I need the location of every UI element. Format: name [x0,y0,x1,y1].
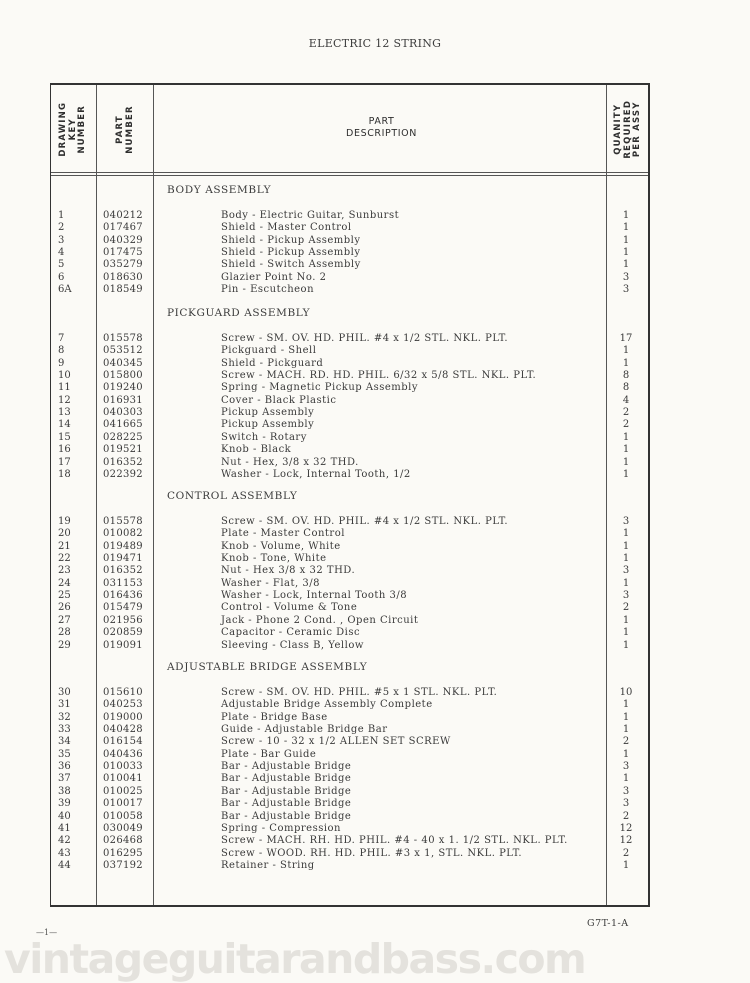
part-description: Screw - SM. OV. HD. PHIL. #4 x 1/2 STL. NKL. PLT. [221,333,509,344]
part-number: 016295 [103,847,143,859]
drawing-key-number: 20 [58,528,71,540]
quantity: 3 [622,590,630,602]
part-description: Screw - MACH. RD. HD. PHIL. 6/32 x 5/8 STL. NKL. PLT. [221,370,537,382]
part-number: 020859 [103,627,143,639]
part-number: 016352 [103,456,143,468]
table-row [0,516,650,528]
table-row [0,528,650,540]
table-row [0,407,650,419]
table-row [0,370,650,382]
part-description: Body - Electric Guitar, Sunburst [221,210,400,221]
table-row [0,358,650,370]
part-description: Screw - 10 - 32 x 1/2 ALLEN SET SCREW [221,736,451,748]
table-row [0,699,650,711]
table-row [0,627,650,639]
table-row [0,736,650,748]
drawing-key-number: 23 [58,565,71,577]
part-description: Screw - SM. OV. HD. PHIL. #5 x 1 STL. NKL. PLT. [221,687,498,698]
drawing-key-number: 13 [58,407,71,419]
drawing-key-number: 17 [58,456,71,468]
part-number: 017475 [103,247,143,259]
quantity: 1 [622,577,630,589]
table-row [0,798,650,810]
drawing-key-number: 36 [58,761,71,773]
part-number: 040303 [103,407,143,419]
part-description: Sleeving - Class B, Yellow [221,639,364,651]
part-description: Switch - Rotary [221,431,307,443]
quantity: 1 [622,748,630,760]
quantity: 2 [622,847,630,859]
part-number: 019000 [103,711,143,723]
header-line: NUMBER [123,104,134,154]
watermark: vintageguitarandbass.com [4,935,586,983]
quantity: 3 [622,761,630,773]
table-row [0,259,650,271]
table-row [0,469,650,481]
part-description: Pickguard - Shell [221,345,317,357]
quantity: 3 [622,798,630,810]
table-row [0,345,650,357]
part-description: Shield - Master Control [221,222,352,234]
table-row [0,786,650,798]
page-number: —1— [36,928,58,937]
table-row [0,333,650,345]
quantity: 1 [622,444,630,456]
part-number: 015479 [103,602,143,614]
drawing-key-number: 33 [58,724,71,736]
quantity: 1 [622,724,630,736]
quantity: 1 [622,357,630,369]
part-description: Knob - Volume, White [221,540,341,552]
part-description: Screw - MACH. RH. HD. PHIL. #4 - 40 x 1. 1/2 STL. NKL. PLT. [221,835,568,847]
table-row [0,724,650,736]
part-description: Washer - Lock, Internal Tooth, 1/2 [221,468,411,480]
part-number: 041665 [103,419,143,431]
quantity: 8 [622,370,630,382]
part-number: 021956 [103,614,143,626]
quantity: 3 [622,284,630,296]
part-number: 031153 [103,577,143,589]
drawing-key-number: 2 [58,222,65,234]
table-row [0,382,650,394]
part-description: Washer - Lock, Internal Tooth 3/8 [221,590,408,602]
quantity: 1 [622,639,630,651]
part-number: 035279 [103,259,143,271]
quantity: 2 [622,736,630,748]
drawing-key-number: 6 [58,271,65,283]
part-description: Cover - Black Plastic [221,394,337,406]
part-number: 028225 [103,431,143,443]
header-line: PART [114,114,125,144]
drawing-key-number: 26 [58,602,71,614]
part-description: Glazier Point No. 2 [221,271,327,283]
table-row [0,687,650,699]
quantity: 1 [622,711,630,723]
drawing-key-number: 24 [58,577,71,589]
drawing-key-number: 27 [58,614,71,626]
quantity: 1 [622,468,630,480]
part-number: 010058 [103,810,143,822]
quantity: 4 [622,394,630,406]
part-number: 015578 [103,333,143,344]
part-number: 017467 [103,222,143,234]
part-number: 019489 [103,540,143,552]
part-description: Plate - Bridge Base [221,711,328,723]
part-number: 022392 [103,468,143,480]
part-number: 030049 [103,822,143,834]
part-description: Screw - SM. OV. HD. PHIL. #4 x 1/2 STL. NKL. PLT. [221,516,509,527]
drawing-key-number: 28 [58,627,71,639]
header-part-description: PART DESCRIPTION [346,116,417,139]
quantity: 10 [619,687,633,698]
part-description: Nut - Hex, 3/8 x 32 THD. [221,456,359,468]
part-description: Bar - Adjustable Bridge [221,798,352,810]
part-number: 015800 [103,370,143,382]
part-description: Control - Volume & Tone [221,602,358,614]
quantity: 17 [619,333,633,344]
part-description: Shield - Pickup Assembly [221,234,361,246]
drawing-key-number: 35 [58,748,71,760]
part-number: 037192 [103,859,143,871]
table-row [0,432,650,444]
table-row [0,578,650,590]
drawing-key-number: 14 [58,419,71,431]
part-description: Shield - Switch Assembly [221,259,361,271]
part-description: Pickup Assembly [221,419,315,431]
section-title: CONTROL ASSEMBLY [167,490,298,502]
table-row [0,860,650,872]
part-number: 019521 [103,444,143,456]
quantity: 2 [622,419,630,431]
part-description: Knob - Black [221,444,292,456]
quantity: 1 [622,345,630,357]
drawing-key-number: 8 [58,345,65,357]
part-description: Adjustable Bridge Assembly Complete [221,699,433,711]
drawing-key-number: 10 [58,370,71,382]
quantity: 1 [622,456,630,468]
table-row [0,210,650,222]
part-number: 016352 [103,565,143,577]
table-row [0,284,650,296]
part-description: Pin - Escutcheon [221,284,315,296]
table-row [0,712,650,724]
part-number: 053512 [103,345,143,357]
part-description: Screw - WOOD. RH. HD. PHIL. #3 x 1, STL. NKL. PLT. [221,847,523,859]
drawing-key-number: 30 [58,687,71,698]
part-description: Plate - Bar Guide [221,748,317,760]
table-row [0,835,650,847]
part-number: 016436 [103,590,143,602]
part-number: 010017 [103,798,143,810]
drawing-key-number: 15 [58,431,71,443]
table-row [0,749,650,761]
table-row [0,541,650,553]
part-number: 016931 [103,394,143,406]
part-number: 040436 [103,748,143,760]
part-number: 019240 [103,382,143,394]
quantity: 3 [622,565,630,577]
part-description: Pickup Assembly [221,407,315,419]
table-row [0,247,650,259]
quantity: 3 [622,516,630,527]
drawing-key-number: 22 [58,553,71,565]
part-number: 040345 [103,357,143,369]
header-drawing-key-number [51,89,96,169]
drawing-key-number: 31 [58,699,71,711]
quantity: 1 [622,859,630,871]
part-description: Shield - Pickup Assembly [221,247,361,259]
part-number: 040253 [103,699,143,711]
part-description: Washer - Flat, 3/8 [221,577,320,589]
part-description: Shield - Pickguard [221,357,324,369]
table-row [0,553,650,565]
part-description: Spring - Compression [221,822,341,834]
drawing-key-number: 1 [58,210,65,221]
table-row [0,848,650,860]
header-line: NUMBER [77,104,88,154]
quantity: 1 [622,627,630,639]
drawing-key-number: 5 [58,259,65,271]
table-row [0,395,650,407]
part-description: Capacitor - Ceramic Disc [221,627,361,639]
table-row [0,444,650,456]
drawing-key-number: 19 [58,516,71,527]
drawing-key-number: 39 [58,798,71,810]
quantity: 1 [622,247,630,259]
quantity: 3 [622,271,630,283]
table-row [0,457,650,469]
quantity: 8 [622,382,630,394]
part-number: 010082 [103,528,143,540]
quantity: 1 [622,234,630,246]
header-line: DRAWING [58,101,69,157]
drawing-key-number: 29 [58,639,71,651]
drawing-key-number: 42 [58,835,71,847]
drawing-key-number: 12 [58,394,71,406]
part-number: 010025 [103,785,143,797]
header-line: QUANITY [612,103,623,155]
quantity: 2 [622,602,630,614]
section-title: BODY ASSEMBLY [167,184,272,196]
header-separator [51,172,648,176]
part-description: Guide - Adjustable Bridge Bar [221,724,388,736]
quantity: 3 [622,785,630,797]
part-description: Bar - Adjustable Bridge [221,810,352,822]
drawing-key-number: 11 [58,382,71,394]
header-quantity [607,89,649,169]
part-number: 010033 [103,761,143,773]
part-description: Bar - Adjustable Bridge [221,773,352,785]
quantity: 1 [622,540,630,552]
table-row [0,773,650,785]
drawing-key-number: 44 [58,859,71,871]
quantity: 1 [622,259,630,271]
table-row [0,565,650,577]
part-number: 015610 [103,687,143,698]
quantity: 12 [619,835,633,847]
table-row [0,811,650,823]
part-description: Bar - Adjustable Bridge [221,785,352,797]
part-number: 018549 [103,284,143,296]
section-title: PICKGUARD ASSEMBLY [167,307,311,319]
quantity: 1 [622,528,630,540]
part-number: 018630 [103,271,143,283]
drawing-key-number: 18 [58,468,71,480]
drawing-key-number: 32 [58,711,71,723]
drawing-key-number: 41 [58,822,71,834]
drawing-key-number: 40 [58,810,71,822]
part-number: 040428 [103,724,143,736]
quantity: 1 [622,553,630,565]
drawing-key-number: 16 [58,444,71,456]
table-row [0,272,650,284]
table-row [0,640,650,652]
part-description: Knob - Tone, White [221,553,327,565]
header-line: PER ASSY [631,101,642,157]
drawing-key-number: 38 [58,785,71,797]
quantity: 2 [622,810,630,822]
section-title: ADJUSTABLE BRIDGE ASSEMBLY [167,661,368,673]
drawing-key-number: 43 [58,847,71,859]
drawing-key-number: 25 [58,590,71,602]
header-line: REQUIRED [622,99,633,159]
part-number: 010041 [103,773,143,785]
part-number: 016154 [103,736,143,748]
drawing-key-number: 37 [58,773,71,785]
part-number: 040329 [103,234,143,246]
quantity: 1 [622,210,630,221]
table-row [0,602,650,614]
drawing-key-number: 3 [58,234,65,246]
quantity: 12 [619,822,633,834]
drawing-key-number: 21 [58,540,71,552]
page-title: ELECTRIC 12 STRING [308,37,442,50]
part-number: 015578 [103,516,143,527]
quantity: 1 [622,222,630,234]
header-part-number [97,89,153,169]
table-row [0,590,650,602]
table-row [0,222,650,234]
drawing-key-number: 34 [58,736,71,748]
part-description: Retainer - String [221,859,315,871]
part-description: Spring - Magnetic Pickup Assembly [221,382,419,394]
drawing-key-number: 7 [58,333,65,344]
drawing-key-number: 4 [58,247,65,259]
drawing-key-number: 6A [58,284,72,296]
header-line: KEY [67,117,78,141]
part-description: Jack - Phone 2 Cond. , Open Circuit [221,614,419,626]
table-row [0,235,650,247]
drawing-key-number: 9 [58,357,65,369]
table-row [0,419,650,431]
quantity: 1 [622,773,630,785]
table-row [0,761,650,773]
part-description: Bar - Adjustable Bridge [221,761,352,773]
table-row [0,823,650,835]
quantity: 1 [622,431,630,443]
part-number: 040212 [103,210,143,221]
part-number: 019471 [103,553,143,565]
part-number: 019091 [103,639,143,651]
part-number: 026468 [103,835,143,847]
part-description: Nut - Hex 3/8 x 32 THD. [221,565,356,577]
part-description: Plate - Master Control [221,528,345,540]
quantity: 1 [622,614,630,626]
form-id: G7T-1-A [587,918,629,929]
quantity: 2 [622,407,630,419]
table-row [0,615,650,627]
quantity: 1 [622,699,630,711]
